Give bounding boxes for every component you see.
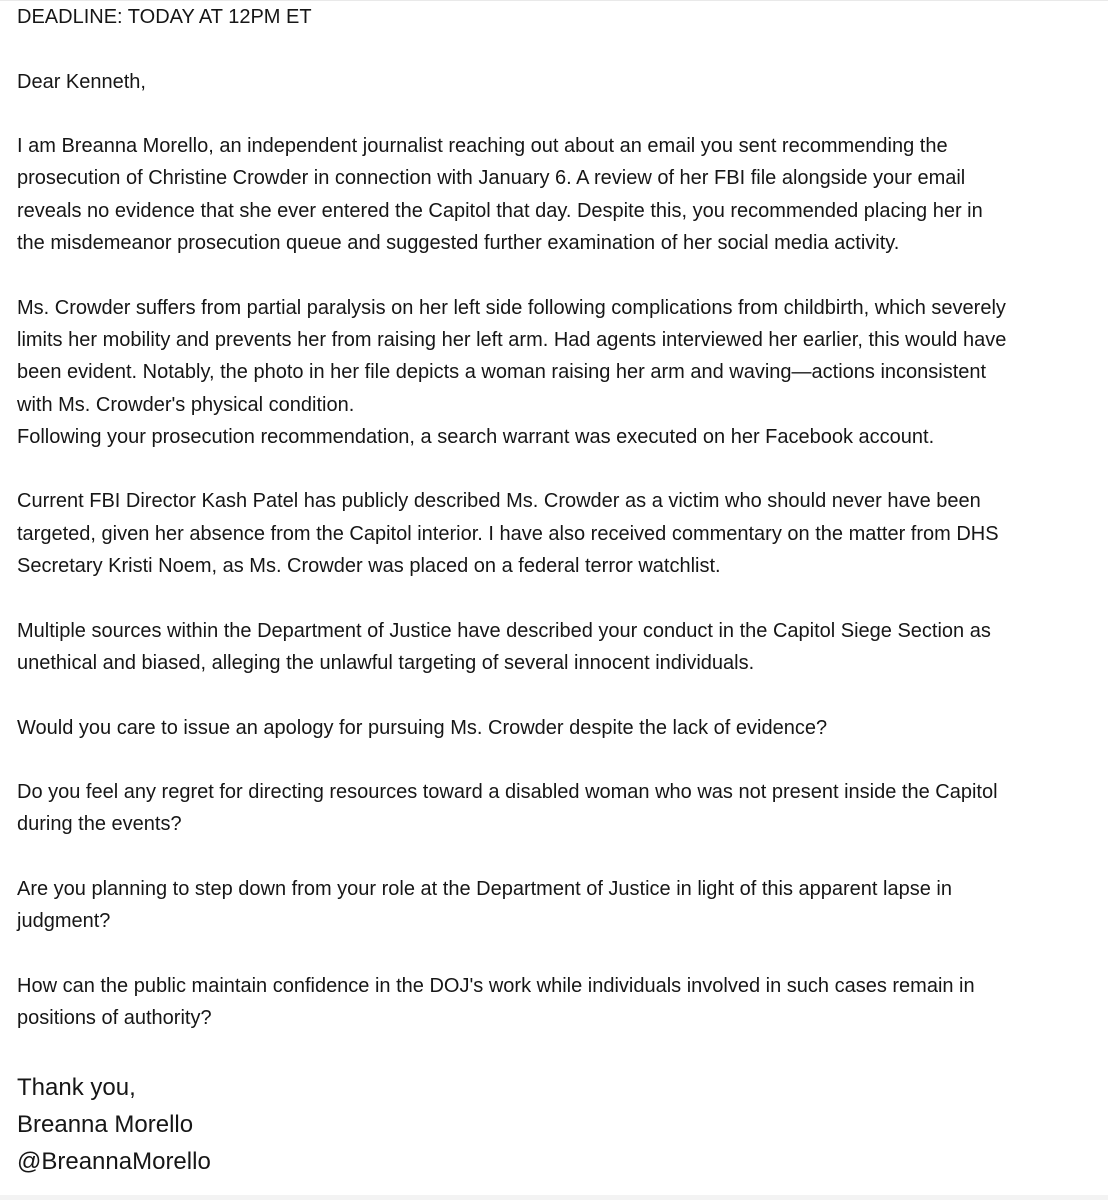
spacer — [17, 453, 1085, 485]
spacer — [17, 841, 1085, 873]
spacer — [17, 679, 1085, 711]
spacer — [17, 33, 1085, 65]
paragraph-introduction: I am Breanna Morello, an independent journalist reaching out about an email you sent recommending the prosecution of Christine Crowder in connection with January 6. A review of her FBI file alongside your email reveals no evidence that she ever entered the Capitol that day. Despite this, you recommended placing her in the misdemeanor prosecution queue and suggested further examination of her social media activity. — [17, 135, 983, 255]
signature-closing: Thank you, — [17, 1074, 136, 1101]
paragraph-sources: Multiple sources within the Department of Justice have described your conduct in the Capitol Siege Section as unethical and biased, alleging the unlawful targeting of several innocent individuals. — [17, 619, 991, 674]
question-regret: Do you feel any regret for directing resources toward a disabled woman who was not present inside the Capitol during the events? — [17, 781, 998, 836]
deadline-line: DEADLINE: TODAY AT 12PM ET — [17, 6, 312, 28]
question-step-down: Are you planning to step down from your role at the Department of Justice in light of this apparent lapse in judgment? — [17, 878, 952, 933]
signature-handle: @BreannaMorello — [17, 1148, 211, 1175]
question-apology: Would you care to issue an apology for pursuing Ms. Crowder despite the lack of evidence? — [17, 716, 828, 739]
bottom-divider — [0, 1195, 1108, 1200]
spacer — [17, 259, 1085, 291]
question-public-confidence: How can the public maintain confidence in the DOJ's work while individuals involved in such cases remain in positions of authority? — [17, 974, 975, 1030]
signature-name: Breanna Morello — [17, 1111, 194, 1138]
spacer — [17, 938, 1085, 970]
signature-block — [17, 1069, 717, 1180]
spacer — [17, 744, 1085, 776]
greeting: Dear Kenneth, — [17, 70, 146, 93]
email-content — [17, 1, 1085, 1035]
paragraph-condition: Ms. Crowder suffers from partial paralysis on her left side following complications from childbirth, which severely limits her mobility and prevents her from raising her left arm. Had agents interviewed her earlier, this would have been evident. Notably, the photo in her file depicts a woman raising her arm and waving—actions inconsistent with Ms. Crowder's physical condition. Following your prosecution recommendation, a search warrant was executed on her Facebook account. — [17, 296, 1007, 448]
spacer — [17, 98, 1085, 130]
paragraph-fbi-director: Current FBI Director Kash Patel has publicly described Ms. Crowder as a victim who should never have been targeted, given her absence from the Capitol interior. I have also received commentary on the matter from DHS Secretary Kristi Noem, as Ms. Crowder was placed on a federal terror watchlist. — [17, 490, 999, 578]
spacer — [17, 582, 1085, 614]
